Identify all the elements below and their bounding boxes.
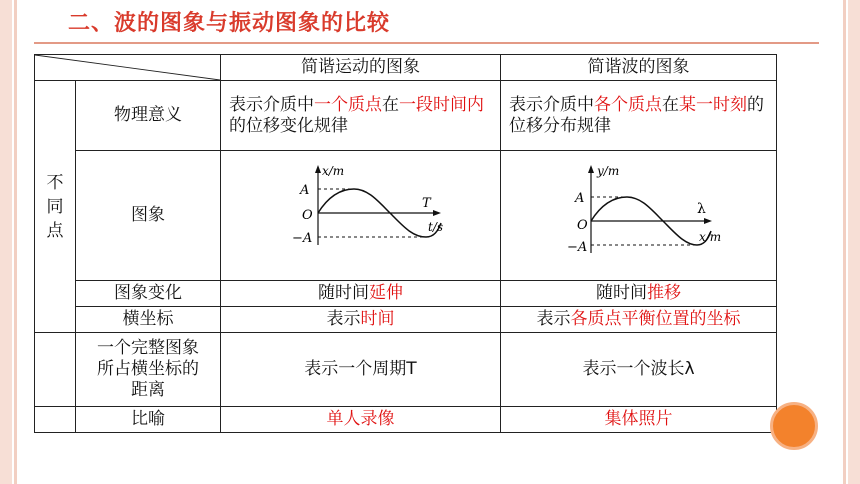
svg-text:T: T <box>421 195 431 211</box>
metaphor-vibration: 单人录像 <box>221 407 501 433</box>
decorative-orange-circle <box>770 402 818 450</box>
row-label-abscissa: 横坐标 <box>76 307 221 333</box>
vibration-graph-cell <box>221 151 501 281</box>
svg-text:O: O <box>576 217 588 233</box>
header-wave: 简谐波的图象 <box>501 55 777 81</box>
row-label-graph: 图象 <box>76 151 221 281</box>
svg-text:λ: λ <box>696 200 706 217</box>
abscissa-wave: 表示各质点平衡位置的坐标 <box>501 307 777 333</box>
meaning-wave: 表示介质中各个质点在某一时刻的位移分布规律 <box>501 81 777 151</box>
wave-graph <box>539 161 739 271</box>
distance-wave: 表示一个波长λ <box>501 333 777 407</box>
svg-text:y/m: y/m <box>596 163 619 178</box>
left-decor-stripe <box>0 0 12 484</box>
svg-text:t/s: t/s <box>427 219 443 234</box>
meaning-vibration: 表示介质中一个质点在一段时间内的位移变化规律 <box>221 81 501 151</box>
slide-title: 二、波的图象与振动图象的比较 <box>68 11 391 36</box>
title-underline <box>34 42 819 44</box>
row-label-meaning: 物理意义 <box>76 81 221 151</box>
svg-text:A: A <box>299 182 309 198</box>
right-decor-stripe-thin <box>843 0 846 484</box>
change-vibration: 随时间延伸 <box>221 281 501 307</box>
svg-text:x/m: x/m <box>321 163 344 178</box>
right-decor-stripe <box>848 0 860 484</box>
svg-text:O: O <box>301 207 313 223</box>
group-label: 不同点 <box>46 172 64 241</box>
change-wave: 随时间推移 <box>501 281 777 307</box>
corner-diagonal-cell <box>35 55 221 81</box>
row-label-metaphor: 比喻 <box>76 407 221 433</box>
left-decor-stripe-thin <box>14 0 17 484</box>
svg-text:−A: −A <box>566 239 587 255</box>
svg-text:A: A <box>574 190 584 206</box>
row-label-change: 图象变化 <box>76 281 221 307</box>
row-label-distance: 一个完整图象 所占横坐标的 距离 <box>76 333 221 407</box>
group-label-cell <box>35 81 76 333</box>
svg-text:−A: −A <box>291 230 312 246</box>
abscissa-vibration: 表示时间 <box>221 307 501 333</box>
metaphor-wave: 集体照片 <box>501 407 777 433</box>
comparison-table <box>34 54 777 433</box>
svg-text:x/m: x/m <box>698 229 721 244</box>
wave-graph-cell <box>501 151 777 281</box>
distance-vibration: 表示一个周期T <box>221 333 501 407</box>
header-vibration: 简谐运动的图象 <box>221 55 501 81</box>
vibration-graph <box>266 161 456 271</box>
